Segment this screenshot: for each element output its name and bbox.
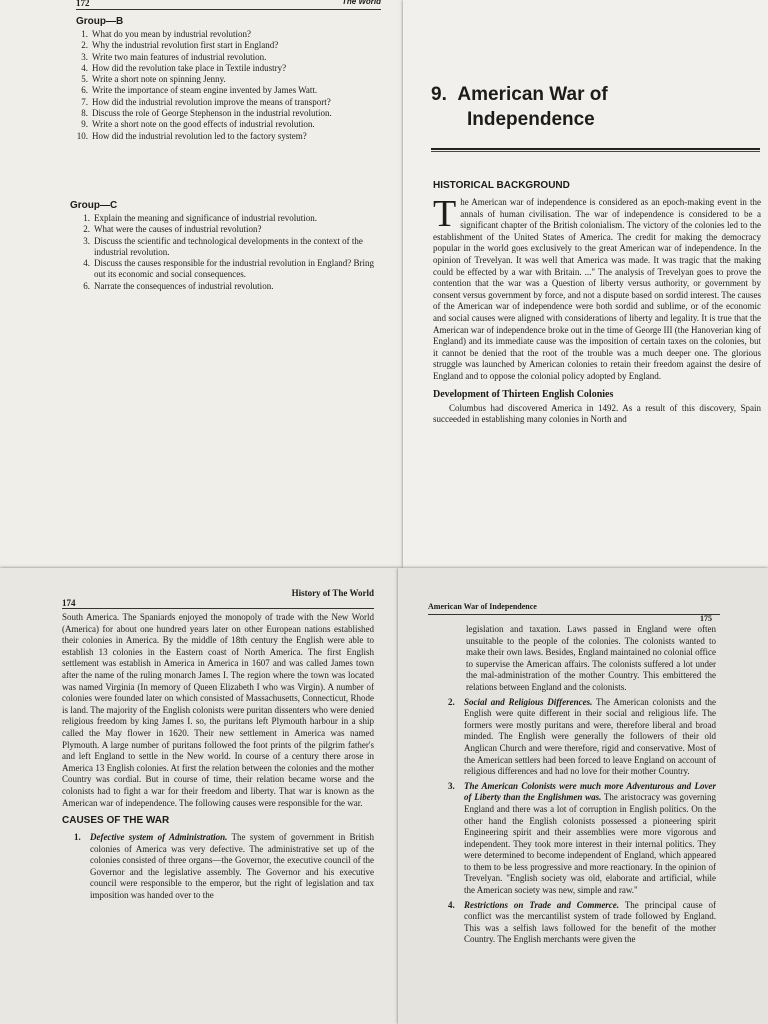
- cause-text: The aristocracy was governing England and there was a lot of corruption in English politics. On the other hand the English colonists possessed a pioneering spirit Engineering spirit and their assemblies were more vigorous and independent. They took more interest in their internal politics. They were determined to become independent of England, which appeared to them to be less progressive and more reactionary. In the opinion of Trevelyan. "English society was old, elaborate and artificial, while the American society was new, simple and raw.": [464, 792, 716, 896]
- question-number: 10.: [76, 130, 88, 141]
- historical-background-heading: HISTORICAL BACKGROUND: [433, 180, 570, 191]
- cause-number: 2.: [448, 696, 455, 707]
- cause-item: [448, 697, 716, 778]
- chapter-title-line2: Independence: [467, 109, 595, 130]
- question-item: [76, 108, 381, 119]
- question-text: What were the causes of industrial revolution?: [94, 224, 262, 235]
- page-174: [0, 568, 398, 1024]
- question-text: Explain the meaning and significance of industrial revolution.: [94, 213, 317, 223]
- header-rule: [428, 614, 720, 615]
- question-number: 7.: [81, 96, 88, 107]
- chapter-title-line1: American War of: [457, 84, 608, 105]
- page-number: 174: [62, 598, 76, 608]
- question-number: 6.: [81, 85, 88, 96]
- cause-number: 3.: [448, 780, 455, 791]
- running-head: American War of Independence: [428, 602, 537, 611]
- background-paragraph: [433, 193, 761, 383]
- page-number: 175: [700, 614, 712, 623]
- cause-item: [62, 832, 374, 902]
- question-text: Discuss the scientific and technological developments in the context of the industrial revolution.: [94, 235, 363, 257]
- group-c-questions: [70, 213, 380, 292]
- chapter-rule-thin: [431, 151, 760, 152]
- question-number: 1.: [83, 213, 90, 223]
- page-172: [0, 0, 403, 568]
- question-item: [76, 63, 381, 74]
- cause-item: [448, 781, 716, 897]
- question-item: [76, 29, 381, 40]
- group-b-title: Group—B: [76, 16, 124, 27]
- question-text: What do you mean by industrial revolution?: [92, 29, 251, 39]
- header-rule: [76, 9, 381, 10]
- running-head: History of The World: [291, 588, 374, 598]
- question-text: Discuss the causes responsible for the industrial revolution in England? Bring out its economic and social consequences.: [94, 258, 374, 280]
- group-b-questions: [76, 29, 381, 142]
- question-text: Write a short note on the good effects of industrial revolution.: [92, 119, 315, 130]
- question-number: 3.: [83, 235, 90, 246]
- page-175: [398, 568, 768, 1024]
- question-text: Write two main features of industrial revolution.: [92, 51, 267, 62]
- group-c-title: Group—C: [70, 200, 118, 211]
- question-text: Narrate the consequences of industrial revolution.: [94, 280, 274, 291]
- question-number: 6.: [83, 280, 90, 291]
- question-item: [76, 131, 381, 142]
- question-text: How did the industrial revolution led to the factory system?: [92, 130, 307, 141]
- causes-heading: CAUSES OF THE WAR: [62, 815, 170, 827]
- question-number: 4.: [83, 258, 90, 269]
- cause-item: [448, 900, 716, 946]
- cause-title: Restrictions on Trade and Commerce.: [464, 899, 620, 910]
- question-item: [76, 97, 381, 108]
- question-number: 1.: [81, 29, 88, 39]
- question-number: 2.: [81, 40, 88, 51]
- page-number: 172: [76, 0, 90, 8]
- question-text: Why the industrial revolution first start in England?: [92, 40, 279, 51]
- cause-text: The American colonists and the English were quite different in their social and religious life. The formers were mostly puritans and were, therefore liberal and broad minded. The English were generally the followers of their old Anglican Church and were therefore, rigid and conservative. Most of the American settlers had been forced to leave England on account of religious differences and had no love for their mother Country.: [464, 696, 716, 777]
- running-head: The World: [342, 0, 381, 6]
- question-item: [76, 85, 381, 96]
- question-number: 2.: [83, 224, 90, 235]
- question-item: [76, 40, 381, 51]
- chapter-number: 9.: [431, 84, 447, 105]
- causes-list: [448, 697, 716, 946]
- question-item: [76, 119, 381, 130]
- question-text: How did the industrial revolution improve the means of transport?: [92, 96, 331, 107]
- chapter-rule: [431, 148, 760, 150]
- question-item: [78, 236, 380, 259]
- question-number: 4.: [81, 62, 88, 73]
- cause-number: 1.: [74, 832, 81, 843]
- chapter-opening-page: [403, 0, 768, 568]
- cause-text: The system of government in British colonies of America was very defective. The administrative set up of the colonies consisted of three organs—the Governor, the executive council of the Governor and the legislative assembly. The Governor and his executive council were responsible to the emperor, but the right of legislation and tax imposition was handed over to the: [90, 832, 375, 901]
- question-text: Write the importance of steam engine invented by James Watt.: [92, 85, 318, 96]
- colonies-paragraph: South America. The Spaniards enjoyed the monopoly of trade with the New World (America) for about one hundred years later on other European nations established their colonies in America. By the middle of 18th century the English were able to establish 13 colonies in the Eastern coast of North America. The first English settlement was establish in America in America in 1607 and was called James town after the name of the ruling monarch James I. The region where the town was located was named Virginia (In memory of Queen Elizabeth I who was Virgin). A number of colonies were founded later on which consisted of Massachusetts, Connecticut, Rhode is land. The majority of the English colonists were puritan dissenters who were denied religious freedom by king James I. so, the puritans left Plymouth harbour in a ship called the May flower in 1620. Their new settlement in America was named Plymouth. A large number of puritans followed the foot prints of the pilgrim father's and left England to settle in the New world. In course of a century there arose in America 13 English colonies. At first the relation between the colonies and the mother Country was cordial. But in course of time, their relation became worse and the colonists had to fight a war for their freedom and liberty. That war is known as the American war of independence. The following causes were responsible for the war.: [62, 612, 374, 808]
- question-text: How did the revolution take place in Textile industry?: [92, 62, 287, 73]
- page-175-body: [448, 624, 716, 946]
- group-c-section: [70, 200, 380, 292]
- cause-text: The principal cause of conflict was the mercantilist system of trade followed by England. This was a selfish laws followed for the benefit of the mother Country. The English merchants were given the: [464, 899, 717, 945]
- chapter-heading: [431, 82, 608, 132]
- cause-title: Social and Religious Differences.: [464, 696, 593, 707]
- development-heading: Development of Thirteen English Colonies: [433, 388, 614, 400]
- background-text: he American war of independence is considered as an epoch-making event in the annals of human civilisation. The war of independence is considered to be a significant chapter of the British colonialism. The victory of the colonies led to the establishment of the United States of America. The credit for making the democracy popular in the world goes exclusively to the great American war of independence. In the opinion of Trevelyan. It was well that America was made. It was tragic that the making could be effected by a war with Britain. ..." The analysis of Trevelyan goes to prove the contention that the war was a Question of liberty versus authority, or government by consent versus government by force, and not a dispute based on sordid interest. The causes of the American war of independence were both sordid and sublime, or of the economic and social causes were aligned with considerations of liberty and legality. It is true that the American war of independence broke out in the time of George III (the Hanoverian king of England) and its immediate cause was the imposition of certain taxes on the colonies, but it cannot be denied that the root of the trouble was a much deeper one. The glorious struggle was launched by American colonies to retain their freedom against the desire of England and to oppose the colonial policy adopted by England.: [433, 197, 761, 381]
- page-174-body: [62, 612, 374, 902]
- cause-title: Defective system of Administration.: [90, 832, 228, 843]
- cause-number: 4.: [448, 899, 455, 910]
- question-item: [76, 52, 381, 63]
- group-b-section: [76, 16, 381, 142]
- question-item: [78, 224, 380, 235]
- question-item: [76, 74, 381, 85]
- question-item: [78, 258, 380, 281]
- header-rule: [62, 608, 374, 609]
- development-paragraph: Columbus had discovered America in 1492. As a result of this discovery, Spain succeeded in establishing many colonies in North and: [433, 402, 761, 425]
- question-text: Write a short note on spinning Jenny.: [92, 74, 226, 85]
- question-item: [78, 281, 380, 292]
- intro-paragraph: legislation and taxation. Laws passed in England were often unsuitable to the people of the colonies. The colonists wanted to make their own laws. Besides, England maintained no colonial office to supervise the American affairs. The colonists suffered a lot under the mal-administration of the mother Country. This embittered the relations between England and the colonists.: [466, 624, 716, 692]
- cause-title: The American Colonists were much more Adventurous and Lover of Liberty than the Englishmen was.: [464, 780, 716, 803]
- question-number: 3.: [81, 51, 88, 62]
- chapter-body: [433, 180, 761, 426]
- question-number: 8.: [81, 108, 88, 119]
- question-text: Discuss the role of George Stephenson in the industrial revolution.: [92, 108, 332, 119]
- question-number: 9.: [81, 119, 88, 130]
- drop-cap: T: [433, 193, 457, 235]
- question-item: [78, 213, 380, 224]
- question-number: 5.: [81, 74, 88, 85]
